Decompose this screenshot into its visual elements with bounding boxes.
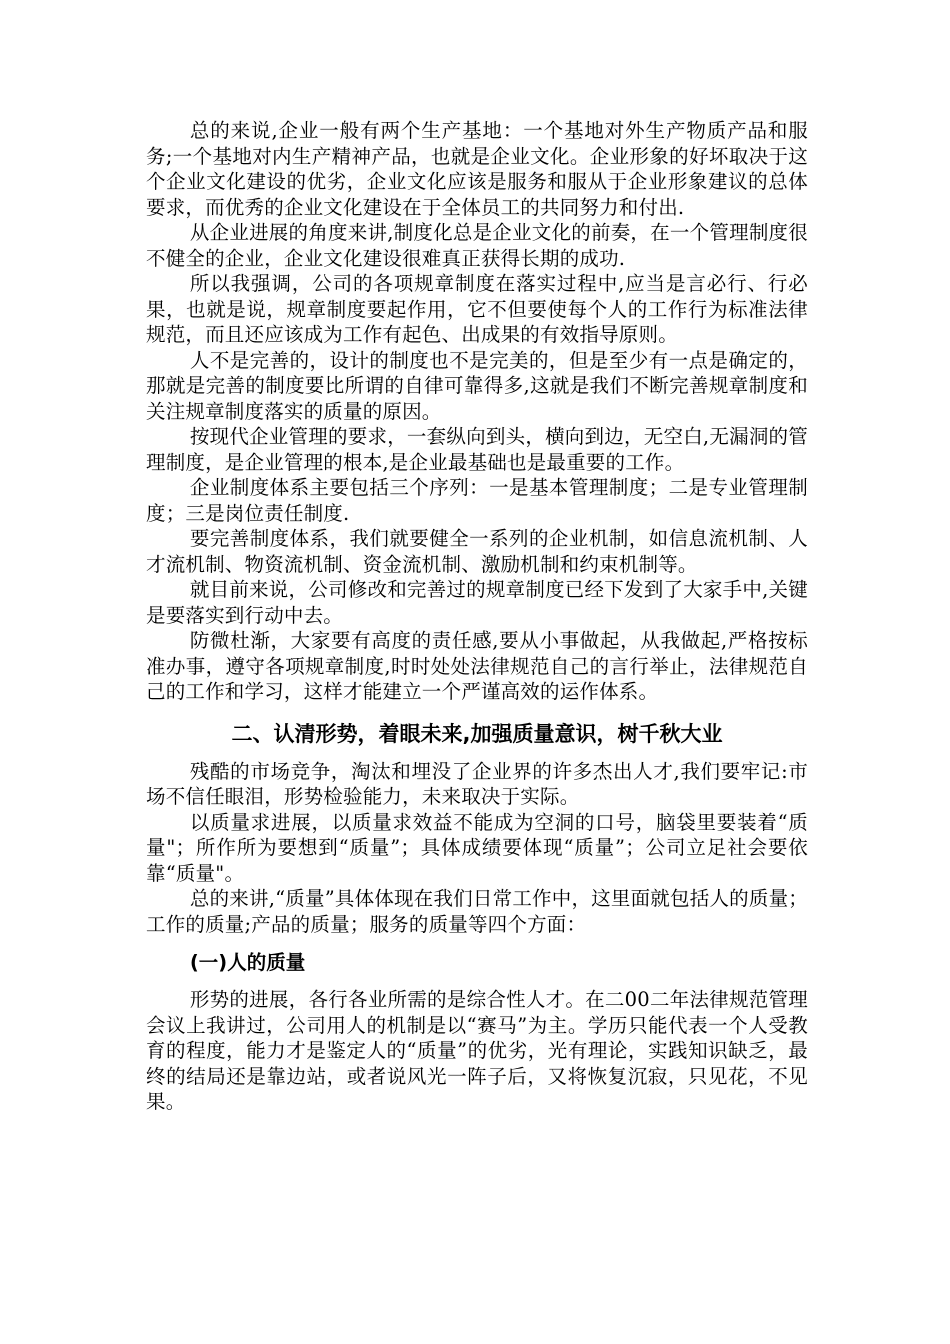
body-paragraph: 企业制度体系主要包括三个序列：一是基本管理制度；二是专业管理制度；三是岗位责任制度. [146,476,808,525]
subsection-heading: (一)人的质量 [189,951,306,974]
body-paragraph: 所以我强调，公司的各项规章制度在落实过程中,应当是言必行、行必果，也就是说，规章制度要起作用，它不但要使每个人的工作行为标准法律规范，而且还应该成为工作有起色、出成果的有效指导原则。 [146,272,808,346]
section-heading: 二、认清形势，着眼未来,加强质量意识，树千秋大业 [231,721,723,746]
body-paragraph: 残酷的市场竞争，淘汰和埋没了企业界的许多杰出人才,我们要牢记:市场不信任眼泪，形势检验能力，未来取决于实际。 [146,759,808,808]
body-paragraph: 从企业进展的角度来讲,制度化总是企业文化的前奏，在一个管理制度很不健全的企业，企业文化建设很难真正获得长期的成功. [146,221,808,270]
body-paragraph: 人不是完善的，设计的制度也不是完美的，但是至少有一点是确定的，那就是完善的制度要比所谓的自律可靠得多,这就是我们不断完善规章制度和关注规章制度落实的质量的原因。 [146,348,808,423]
document-page [146,118,808,1115]
body-paragraph: 形势的进展，各行各业所需的是综合性人才。在二00二年法律规范管理会议上我讲过，公司用人的机制是以“赛马”为主。学历只能代表一个人受教育的程度，能力才是鉴定人的“质量”的优劣，光有理论，实践知识缺乏，最终的结局还是靠边站，或者说风光一阵子后，又将恢复沉寂，只见花，不见果。 [146,988,808,1113]
body-paragraph: 就目前来说，公司修改和完善过的规章制度已经下发到了大家手中,关键是要落实到行动中去。 [146,578,808,627]
body-paragraph: 以质量求进展，以质量求效益不能成为空洞的口号，脑袋里要装着“质量"；所作所为要想到“质量”；具体成绩要体现“质量”；公司立足社会要依靠“质量"。 [146,810,808,885]
body-paragraph: 总的来讲,“质量”具体体现在我们日常工作中，这里面就包括人的质量；工作的质量;产品的质量；服务的质量等四个方面： [146,887,808,936]
body-paragraph: 总的来说,企业一般有两个生产基地：一个基地对外生产物质产品和服务;一个基地对内生产精神产品，也就是企业文化。企业形象的好坏取决于这个企业文化建设的优劣，企业文化应该是服务和服从于企业形象建议的总体要求，而优秀的企业文化建设在于全体员工的共同努力和付出. [146,119,808,219]
body-paragraph: 要完善制度体系，我们就要健全一系列的企业机制，如信息流机制、人才流机制、物资流机制、资金流机制、激励机制和约束机制等。 [146,527,808,576]
body-paragraph: 防微杜渐，大家要有高度的责任感,要从小事做起，从我做起,严格按标准办事，遵守各项规章制度,时时处处法律规范自己的言行举止，法律规范自己的工作和学习，这样才能建立一个严谨高效的运作体系。 [146,629,808,703]
body-paragraph: 按现代企业管理的要求，一套纵向到头，横向到边，无空白,无漏洞的管理制度，是企业管理的根本,是企业最基础也是最重要的工作。 [146,425,808,474]
